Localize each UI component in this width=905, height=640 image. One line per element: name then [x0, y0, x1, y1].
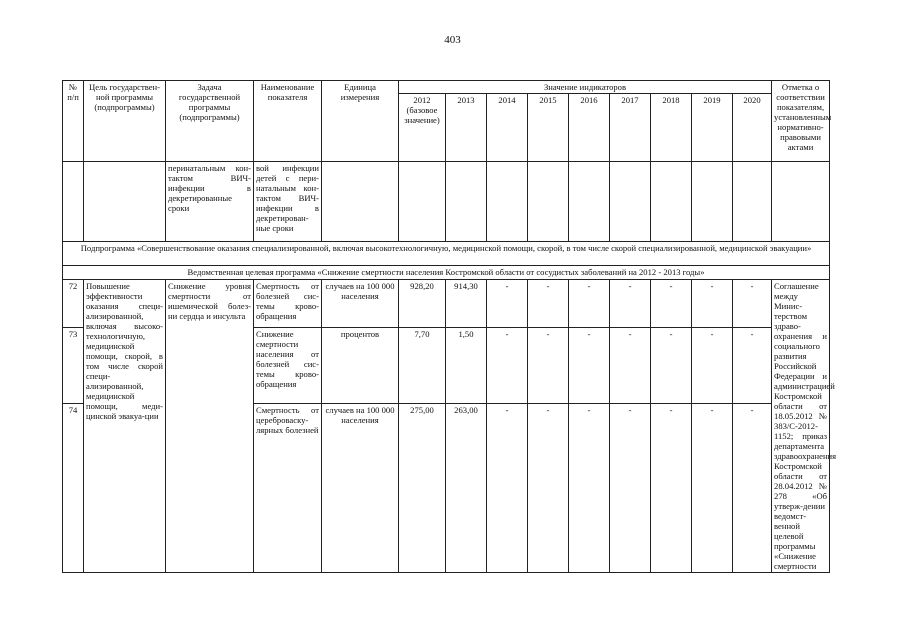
value-2018: -: [651, 280, 692, 328]
value-2015: -: [528, 328, 569, 404]
value-2013: 1,50: [446, 328, 487, 404]
value-2019: -: [692, 404, 733, 573]
page-number: 403: [444, 34, 461, 46]
continuation-row: [63, 162, 830, 242]
value-2019: -: [692, 280, 733, 328]
value-2012: 275,00: [399, 404, 446, 573]
value-2016: -: [569, 328, 610, 404]
header-row: [63, 81, 830, 94]
indicator-cell: Смертность от болезней сис-темы крово-обращения: [254, 280, 322, 328]
value-2017: -: [610, 280, 651, 328]
year-2013: 2013: [446, 94, 487, 162]
value-2012: 928,20: [399, 280, 446, 328]
header-task: Задача государственной программы (подпрограммы): [166, 81, 254, 162]
value-2020: -: [733, 404, 772, 573]
year-2012: 2012 (базовое значение): [399, 94, 446, 162]
continuation-task: перинатальным кон-тактом ВИЧ-инфекции в декретированные сроки: [166, 162, 254, 242]
row-num: 74: [63, 404, 84, 573]
task-cell: Снижение уровня смертности от ишемической болез-ни сердца и инсульта: [166, 280, 254, 573]
header-unit: Единица измерения: [322, 81, 399, 162]
year-2019: 2019: [692, 94, 733, 162]
departmental-program-row: [63, 266, 830, 280]
subprogram-row: [63, 242, 830, 266]
value-2014: -: [487, 280, 528, 328]
value-2020: -: [733, 328, 772, 404]
indicator-cell: Смертность от цереброваску-лярных болезней: [254, 404, 322, 573]
value-2014: -: [487, 404, 528, 573]
year-2020: 2020: [733, 94, 772, 162]
value-2019: -: [692, 328, 733, 404]
value-2017: -: [610, 404, 651, 573]
value-2012: 7,70: [399, 328, 446, 404]
year-2016: 2016: [569, 94, 610, 162]
value-2013: 914,30: [446, 280, 487, 328]
header-num: № п/п: [63, 81, 84, 162]
year-2014: 2014: [487, 94, 528, 162]
value-2016: -: [569, 404, 610, 573]
value-2013: 263,00: [446, 404, 487, 573]
value-2018: -: [651, 328, 692, 404]
year-2015: 2015: [528, 94, 569, 162]
value-2014: -: [487, 328, 528, 404]
header-goal: Цель государствен-ной программы (подпрограммы): [84, 81, 166, 162]
row-num: 72: [63, 280, 84, 328]
indicator-cell: Снижение смертности населения от болезней сис-темы крово-обращения: [254, 328, 322, 404]
subprogram-title: Подпрограмма «Совершенствование оказания специализированной, включая высокотехнологичную, медицинской помощи, скорой, в том числе скорой специализированной, медицинской эвакуации»: [63, 242, 830, 266]
value-2015: -: [528, 404, 569, 573]
year-2018: 2018: [651, 94, 692, 162]
year-2017: 2017: [610, 94, 651, 162]
unit-cell: случаев на 100 000 населения: [322, 280, 399, 328]
header-indicator: Наименование показателя: [254, 81, 322, 162]
value-2018: -: [651, 404, 692, 573]
header-values: Значение индикаторов: [399, 81, 772, 94]
departmental-program-title: Ведомственная целевая программа «Снижение смертности населения Костромской области от сосудистых заболеваний на 2012 - 2013 годы»: [63, 266, 830, 280]
continuation-indicator: вой инфекции детей с пери-натальным кон-тактом ВИЧ-инфекции в декретирован-ные сроки: [254, 162, 322, 242]
row-num: 73: [63, 328, 84, 404]
unit-cell: случаев на 100 000 населения: [322, 404, 399, 573]
indicators-table: [62, 80, 837, 573]
value-2016: -: [569, 280, 610, 328]
value-2017: -: [610, 328, 651, 404]
unit-cell: процентов: [322, 328, 399, 404]
note-cell: Соглашение между Минис-терством здраво-охранения и социального развития Российской Федерации и администрацией Костромской области от 18.05.2012 № 383/С-2012-1152; приказ департамента здравоохранения Костромской области от 28.04.2012 № 278 «Об утверж-дении ведомст-венной целевой программы «Снижение смертности: [772, 280, 830, 573]
table-row: [63, 280, 830, 328]
value-2015: -: [528, 280, 569, 328]
header-note: Отметка о соответствии показателям, установленным нормативно-правовыми актами: [772, 81, 830, 162]
goal-cell: Повышение эффективности оказания специ-ализированной, включая высоко-технологичную, медицинской помощи, скорой, в том числе скорой специ-ализированной, медицинской помощи, меди-цинской эвакуа-ции: [84, 280, 166, 573]
value-2020: -: [733, 280, 772, 328]
